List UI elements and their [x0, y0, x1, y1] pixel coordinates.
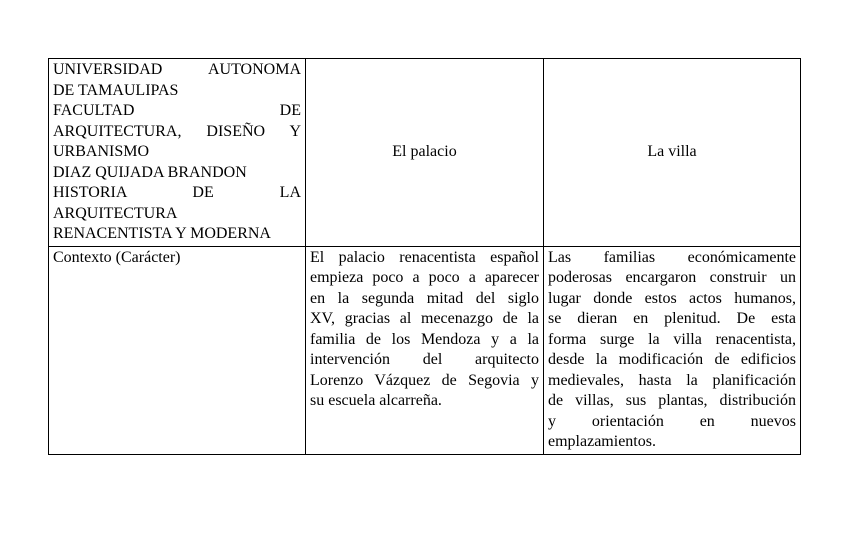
palacio-text-line: XV, gracias al mecenazgo de la: [310, 310, 539, 327]
row-label-contexto: [49, 246, 306, 454]
palacio-text-line: familia de los Mendoza y a la: [310, 330, 539, 348]
course-line: ARQUITECTURA: [53, 204, 178, 222]
villa-text-line: de villas, sus plantas, distribución: [548, 392, 796, 409]
villa-text-line: se dieran en plenitud. De esta: [548, 310, 796, 327]
palacio-text-line: Lorenzo Vázquez de Segovia y: [310, 371, 539, 389]
palacio-text-line: intervención del arquitecto: [310, 351, 539, 368]
villa-text-line: y orientación en nuevos: [548, 412, 796, 430]
table-row: [49, 246, 801, 454]
villa-text-line: forma surge la villa renacentista,: [548, 330, 796, 348]
palacio-text-line: empieza poco a poco a aparecer: [310, 269, 539, 286]
villa-text-line: lugar donde estos actos humanos,: [548, 289, 796, 307]
palacio-text-line: El palacio renacentista español: [310, 248, 539, 266]
villa-text-line: medievales, hasta la planificación: [548, 371, 796, 389]
villa-context-cell: [544, 246, 801, 454]
villa-text-line: desde la modificación de edificios: [548, 351, 796, 368]
table-header-row: [49, 59, 801, 247]
institution-line: URBANISMO: [53, 143, 150, 160]
palacio-context-cell: [306, 246, 544, 454]
column-header-palacio: El palacio: [306, 59, 544, 247]
palacio-text-line: en la segunda mitad del siglo: [310, 289, 539, 307]
institution-line: DE TAMAULIPAS: [53, 81, 179, 99]
villa-text-line: poderosas encargaron construir un: [548, 269, 796, 286]
institution-cell: [49, 59, 306, 247]
comparison-table: [48, 58, 801, 455]
column-header-villa: La villa: [544, 59, 801, 247]
course-line: HISTORIA DE LA: [53, 184, 301, 201]
row-label-text: Contexto (Carácter): [53, 248, 181, 266]
villa-text-line: Las familias económicamente: [548, 248, 796, 266]
institution-line: ARQUITECTURA, DISEÑO Y: [53, 122, 301, 140]
institution-line: FACULTAD DE: [53, 102, 301, 119]
author-line: DIAZ QUIJADA BRANDON: [53, 163, 247, 181]
palacio-text-line: su escuela alcarreña.: [310, 392, 442, 409]
villa-text-line: emplazamientos.: [548, 433, 656, 450]
course-line: RENACENTISTA Y MODERNA: [53, 225, 271, 242]
institution-line: UNIVERSIDAD AUTONOMA: [53, 61, 301, 78]
